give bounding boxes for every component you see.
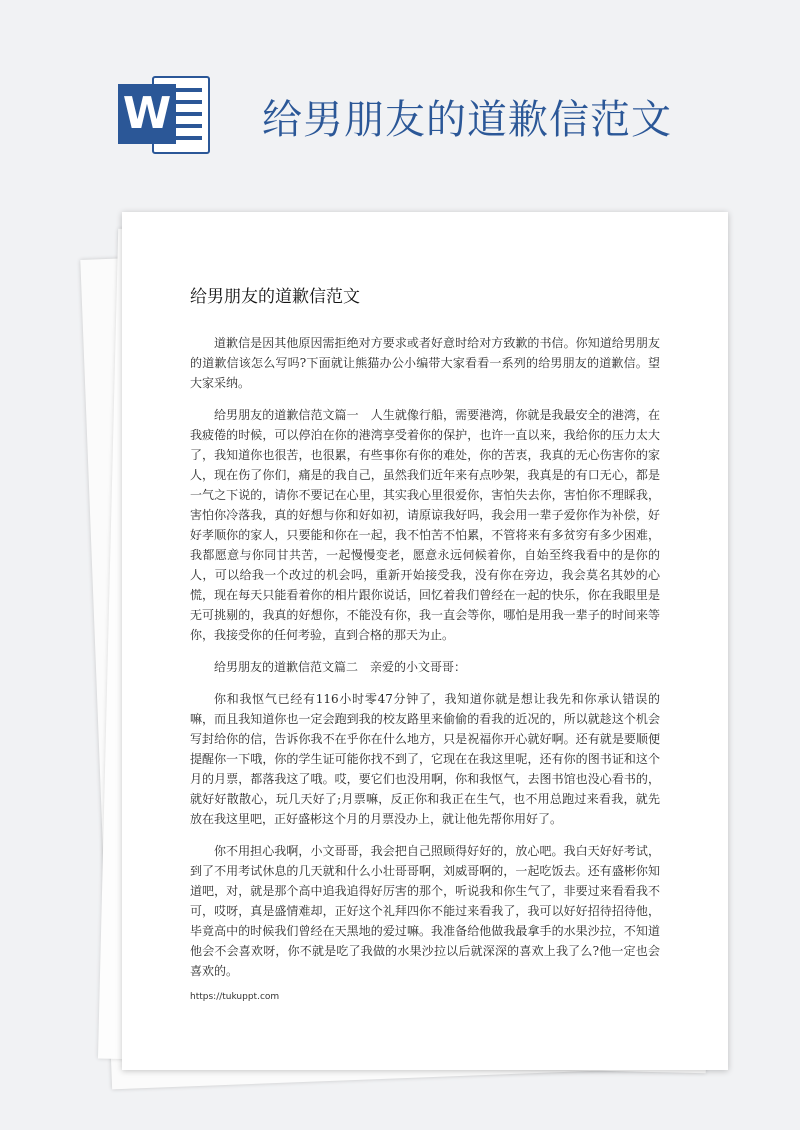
paragraph-letter-one: 给男朋友的道歉信范文篇一 人生就像行船，需要港湾，你就是我最安全的港湾，在我疲倦的时候，可以停泊在你的港湾享受着你的保护，也许一直以来，我给你的压力太大了，我知道你也很苦，也很累，有些事你有你的难处，你的苦衷，我真的无心伤害你的家人，现在伤了你们，痛是的我自己，虽然我们近年来有点吵架，我真是的有口无心，都是一气之下说的，请你不要记在心里，其实我心里很爱你，害怕失去你，害怕你不理睬我，害怕你冷落我，真的好想与你和好如初，请原谅我好吗，我会用一辈子爱你作为补偿，好好孝顺你的家人，只要能和你在一起，我不怕苦不怕累，不管将来有多贫穷有多少困难，我都愿意与你同甘共苦，一起慢慢变老，愿意永远伺候着你，自始至终我看中的是你的人，可以给我一个改过的机会吗，重新开始接受我，没有你在旁边，我会莫名其妙的心慌，现在每天只能看着你的相片跟你说话，回忆着我们曾经在一起的快乐，你在我眼里是无可挑剔的，我真的好想你，不能没有你，我一直会等你，哪怕是用我一辈子的时间来等你，我接受你的任何考验，直到合格的那天为止。 [190,408,660,642]
banner [0,0,800,200]
document-page [122,212,728,1070]
banner-title: 给男朋友的道歉信范文 [262,97,672,143]
paragraph-letter-two-body: 你和我怄气已经有116小时零47分钟了，我知道你就是想让我先和你承认错误的嘛，而且我知道你也一定会跑到我的校友路里来偷偷的看我的近况的，所以就趁这个机会写封给你的信，告诉你我不在乎你在什么地方，只是祝福你开心就好啊。还有就是要顺便提醒你一下哦，你的学生证可能你找不到了，它现在在我这里呢，还有你的图书证和这个月的月票，都落我这了哦。哎，要它们也没用啊，你和我怄气，去图书馆也没心看书的，就好好散散心，玩几天好了;月票嘛，反正你和我正在生气，也不用总跑过来看我，就先放在我这里吧，正好盛彬这个月的月票没办上，就让他先帮你用好了。 [190,692,660,826]
document-title: 给男朋友的道歉信范文 [190,287,360,307]
word-logo-letter: W [118,84,176,144]
footer-url: https://tukuppt.com [190,992,280,1002]
paragraph-letter-two-heading: 给男朋友的道歉信范文篇二 亲爱的小文哥哥： [214,660,467,674]
word-document-icon [118,70,214,160]
paragraph-letter-two-continued: 你不用担心我啊，小文哥哥，我会把自己照顾得好好的，放心吧。我白天好好考试，到了不用考试休息的几天就和什么小壮哥哥啊，刘威哥啊的，一起吃饭去。还有盛彬你知道吧，对，就是那个高中追我追得好厉害的那个，听说我和你生气了，非要过来看看我不可，哎呀，真是盛情难却，正好这个礼拜四你不能过来看我了，我可以好好招待招待他，毕竟高中的时候我们曾经在天黑地的爱过嘛。我准备给他做我最拿手的水果沙拉，不知道他会不会喜欢呀，你不就是吃了我做的水果沙拉以后就深深的喜欢上我了么?他一定也会喜欢的。 [190,844,660,978]
paragraph-intro: 道歉信是因其他原因需拒绝对方要求或者好意时给对方致歉的书信。你知道给男朋友的道歉信该怎么写吗?下面就让熊猫办公小编带大家看看一系列的给男朋友的道歉信。望大家采纳。 [190,336,660,390]
